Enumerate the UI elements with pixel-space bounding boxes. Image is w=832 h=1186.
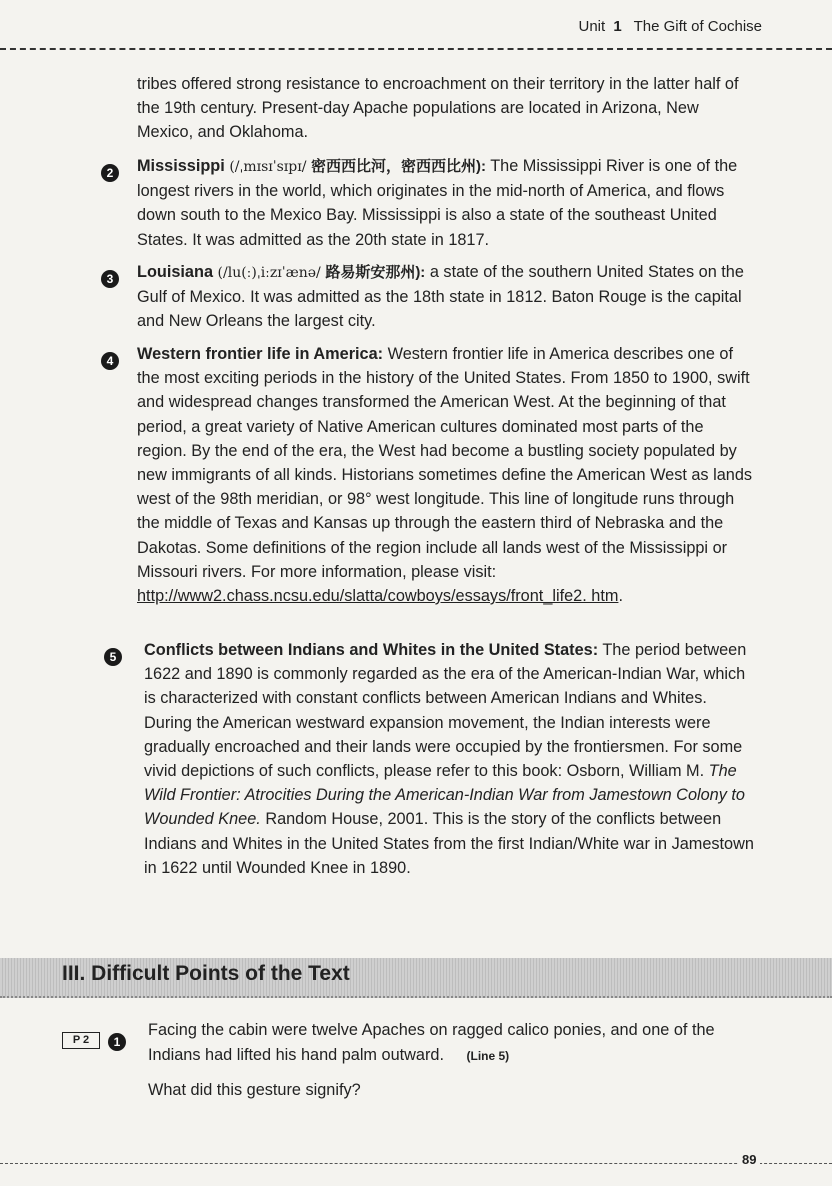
unit-label: Unit [578, 18, 606, 35]
note-text: a state of the southern United States on the Gulf of Mexico. It was admitted as the 18th state in 1812. Baton Rouge is the capital and New Orleans the largest city. [137, 263, 744, 331]
difficult-quote: Facing the cabin were twelve Apaches on ragged calico ponies, and one of the Indians had lifted his hand palm outward. [148, 1021, 715, 1064]
note-term: Western frontier life in America: [137, 345, 384, 363]
note-phonetic: (/lu(ː)ˌiːzɪˈænə/ [217, 265, 321, 281]
unit-title: The Gift of Cochise [633, 18, 762, 35]
note-louisiana [137, 260, 759, 334]
page-number: 89 [738, 1152, 760, 1167]
note-mississippi [137, 154, 759, 252]
note-chinese: 密西西比河，密西西比州): [310, 158, 486, 175]
note-western-frontier [137, 342, 757, 608]
difficult-number-1: 1 [108, 1033, 126, 1051]
note-number-5: 5 [104, 648, 122, 666]
difficult-question: What did this gesture signify? [148, 1081, 361, 1099]
running-header [579, 18, 763, 35]
note-term: Conflicts between Indians and Whites in the United States: [144, 641, 599, 659]
note-term: Louisiana [137, 263, 213, 281]
footer-divider [0, 1163, 832, 1164]
note-chinese: 路易斯安那州): [325, 264, 426, 281]
header-divider [0, 48, 832, 50]
book-title: The Wild Frontier: Atrocities During the American-Indian War from Jamestown Colony to Wounded Knee. [144, 762, 745, 829]
paragraph-badge: P 2 [62, 1032, 100, 1049]
unit-number: 1 [613, 18, 622, 35]
section-title: III. Difficult Points of the Text [62, 962, 350, 985]
line-reference: (Line 5) [466, 1049, 510, 1063]
note-phonetic: (/ˌmɪsɪˈsɪpɪ/ [229, 159, 307, 175]
note-number-4: 4 [101, 352, 119, 370]
note-text: Western frontier life in America describes one of the most exciting periods in the history of the United States. From 1850 to 1900, swift and widespread changes transformed the American West. At the beginning of that period, a great variety of Native American cultures dominated most parts of the region. By the end of the era, the West had become a bustling society populated by new immigrants of all kinds. Historians sometimes define the American West as lands west of the 98th meridian, or 98° west longitude. This line of longitude runs through the middle of Texas and Kansas up through the eastern third of Nebraska and the Dakotas. Some definitions of the region include all lands west of the Mississippi or Missouri rivers. For more information, please visit: [137, 345, 753, 581]
difficult-sentence [148, 1018, 763, 1069]
note-number-3: 3 [101, 270, 119, 288]
note-text-2: Random House, 2001. This is the story of the conflicts between Indians and Whites in the United States from the first Indian/White war in Jamestown in 1622 until Wounded Knee in 1890. [144, 810, 754, 877]
note-term: Mississippi [137, 157, 225, 175]
note-text: The Mississippi River is one of the longest rivers in the world, which originates in the mid-north of America, and flows down south to the Mexico Bay. Mississippi is also a state of the southeast United States. It was admitted as the 20th state in 1817. [137, 157, 738, 249]
note-link[interactable]: http://www2.chass.ncsu.edu/slatta/cowboys/essays/front_life2. htm [137, 587, 619, 606]
note-number-2: 2 [101, 164, 119, 182]
note-conflicts [144, 638, 759, 880]
note-end: . [618, 587, 623, 606]
note-text: The period between 1622 and 1890 is commonly regarded as the era of the American-Indian War, which is characterized with constant conflicts between American Indians and Whites. During the American westward expansion movement, the Indian interests were gradually encroached and their lands were occupied by the frontiersmen. For some vivid depictions of such conflicts, please refer to this book: Osborn, William M. [144, 641, 747, 781]
note-apache-continued: tribes offered strong resistance to encroachment on their territory in the latter half of the 19th century. Present-day Apache populations are located in Arizona, New Mexico, and Oklahoma. [137, 75, 739, 142]
